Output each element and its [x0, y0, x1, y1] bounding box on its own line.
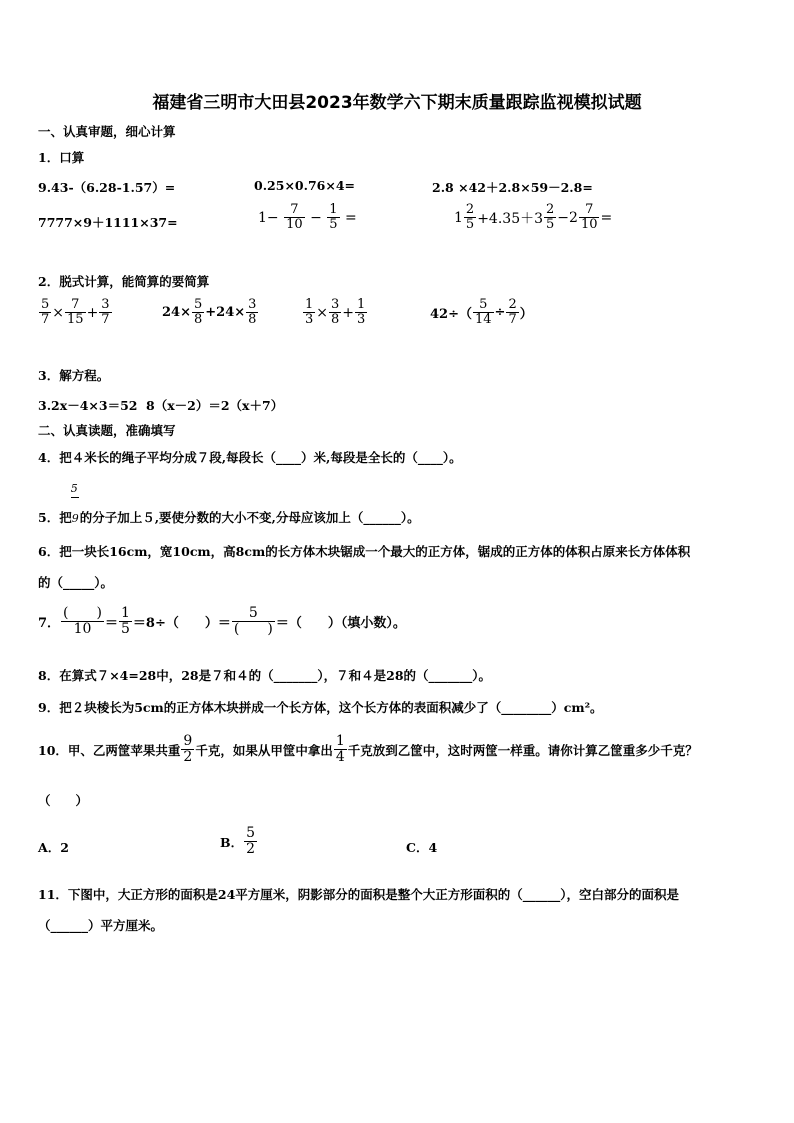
q10-prefix: 10．甲、乙两筐苹果共重 — [38, 742, 181, 758]
denominator: 15 — [67, 312, 84, 328]
question-9: 9．把２块棱长为5cm的正方体木块拼成一个长方体，这个长方体的表面积减少了（________）cm²。 — [38, 700, 603, 715]
question-11-line-2: （______）平方厘米。 — [38, 918, 164, 933]
q7-suffix: ＝（ ）（填小数）。 — [275, 616, 406, 632]
fraction — [65, 298, 86, 328]
question-6-line-1: 6．把一块长16cm，宽10cm，高8cm的长方体木块锯成一个最大的正方体，锯成的正方体的体积占原来长方体体积 — [38, 544, 691, 559]
denominator: 5 — [329, 217, 338, 233]
numerator: 2 — [465, 202, 475, 217]
q3-equation-1: 3.2x－4×3＝52 — [38, 398, 138, 413]
numerator: 5 — [41, 297, 50, 312]
fraction — [329, 298, 341, 328]
denominator: 7 — [41, 312, 50, 328]
denominator: 5 — [121, 621, 130, 638]
question-5 — [38, 482, 420, 526]
numerator-blank: ( ) — [63, 605, 102, 621]
fraction — [544, 203, 556, 233]
q3-label: 3．解方程。 — [38, 368, 110, 383]
q2-label: 2．脱式计算，能简算的要简算 — [38, 274, 210, 289]
page-title: 福建省三明市大田县2023年数学六下期末质量跟踪监视模拟试题 — [152, 93, 642, 113]
fraction — [473, 298, 494, 328]
numerator: 2 — [508, 297, 517, 312]
q10-option-c[interactable]: C．4 — [406, 840, 438, 855]
question-10 — [38, 734, 698, 766]
denominator: 5 — [465, 217, 475, 233]
fraction — [232, 606, 275, 638]
equals: ＝ — [104, 616, 118, 632]
fraction — [246, 298, 258, 328]
denominator: 10 — [73, 621, 92, 638]
operator: × — [316, 304, 329, 321]
fraction — [464, 203, 476, 233]
numerator: 5 — [473, 298, 494, 313]
numerator: 1 — [305, 297, 314, 312]
equals: = — [600, 209, 613, 226]
numerator: 3 — [248, 297, 257, 312]
denominator: 7 — [508, 312, 517, 328]
fraction — [61, 606, 104, 638]
q2-expr-d — [430, 298, 533, 328]
fraction — [192, 298, 204, 328]
operator: +4.35＋3 — [477, 210, 544, 227]
q7-label: 7． — [38, 616, 61, 632]
fraction — [303, 298, 315, 328]
denominator: 4 — [335, 749, 345, 766]
question-4: 4．把４米长的绳子平均分成７段,每段长（____）米,每段是全长的（____）。 — [38, 450, 462, 465]
question-11-line-1: 11．下图中，大正方形的面积是24平方厘米，阴影部分的面积是整个大正方形面积的（______），空白部分的面积是 — [38, 887, 680, 902]
fraction — [39, 298, 51, 328]
q1-expr-6 — [454, 203, 612, 233]
q1-expr-3: 2.8 ×42＋2.8×59－2.8= — [432, 180, 593, 195]
fraction — [119, 606, 132, 638]
numerator: 7 — [65, 298, 86, 313]
operator: − — [310, 209, 322, 226]
section-heading-2: 二、认真读题，准确填写 — [38, 423, 176, 438]
prefix: 42÷（ — [430, 307, 472, 323]
suffix: ） — [519, 307, 533, 323]
denominator: 8 — [248, 312, 257, 328]
numerator: 5 — [70, 482, 78, 495]
q1-expr-4: 7777×9＋1111×37= — [38, 215, 178, 230]
denominator: 8 — [193, 312, 203, 328]
q1-expr-5-lead: 1− — [258, 209, 279, 226]
denominator: 2 — [246, 841, 255, 858]
numerator: 1 — [121, 605, 130, 621]
numerator: 5 — [232, 606, 275, 622]
fraction — [327, 203, 339, 233]
operator: +24× — [205, 305, 246, 321]
q5-fraction — [70, 482, 80, 525]
denominator: 9 — [71, 512, 79, 525]
denominator: 3 — [357, 312, 366, 328]
option-letter: B． — [220, 834, 244, 850]
numerator: 3 — [331, 297, 340, 312]
prefix: 24× — [162, 305, 191, 321]
fraction — [181, 734, 194, 766]
numerator: 5 — [193, 297, 203, 312]
q2-expr-c — [302, 298, 368, 328]
denominator: 3 — [305, 312, 314, 328]
question-6-line-2: 的（_____）。 — [38, 575, 114, 590]
q10-option-b[interactable] — [220, 826, 258, 858]
q1-label: 1．口算 — [38, 150, 85, 165]
fraction — [334, 734, 347, 766]
q7-middle: ＝8÷（ ）＝ — [132, 616, 231, 632]
fraction — [355, 298, 367, 328]
denominator: 14 — [474, 312, 492, 328]
numerator: 1 — [335, 733, 345, 749]
q3-equation-2: 8（x－2）＝2（x＋7） — [146, 398, 284, 413]
operator: + — [342, 304, 355, 321]
operator: × — [52, 304, 65, 321]
numerator: 3 — [101, 297, 110, 312]
section-heading-1: 一、认真审题，细心计算 — [38, 124, 176, 139]
denominator-blank: ( ) — [233, 621, 273, 638]
fraction-bar — [71, 497, 79, 498]
q10-middle: 千克，如果从甲筐中拿出 — [195, 742, 333, 758]
numerator: 9 — [183, 733, 193, 749]
denominator: 10 — [580, 217, 598, 233]
numerator: 5 — [246, 825, 255, 841]
question-7 — [38, 606, 406, 638]
equals: = — [345, 209, 357, 226]
operator: ÷ — [494, 305, 506, 321]
numerator: 7 — [284, 203, 305, 218]
whole-number: 1 — [454, 209, 463, 226]
fraction — [506, 298, 518, 328]
denominator: 10 — [286, 217, 303, 233]
operator: + — [86, 304, 99, 321]
q10-option-a[interactable]: A．2 — [38, 840, 69, 855]
operator: −2 — [557, 209, 578, 226]
q5-suffix: 的分子加上５,要使分数的大小不变,分母应该加上（______）。 — [79, 510, 420, 525]
fraction — [284, 203, 305, 233]
question-8: 8．在算式７×4=28中，28是７和４的（_______），７和４是28的（_______）。 — [38, 668, 492, 683]
q10-suffix: 千克放到乙筐中，这时两筐一样重。请你计算乙筐重多少千克？ — [347, 742, 698, 758]
numerator: 1 — [357, 297, 366, 312]
q5-prefix: 5．把 — [38, 510, 72, 525]
fraction — [244, 826, 257, 858]
q1-expr-1: 9.43-（6.28-1.57）= — [38, 180, 176, 195]
denominator: 7 — [101, 312, 110, 328]
q2-expr-b — [162, 298, 259, 328]
numerator: 2 — [546, 202, 555, 217]
q1-expr-5 — [258, 203, 357, 233]
denominator: 2 — [183, 749, 193, 766]
numerator: 7 — [579, 203, 600, 218]
q2-expr-a — [38, 298, 113, 328]
numerator: 1 — [329, 202, 338, 217]
q1-expr-2: 0.25×0.76×4= — [254, 178, 356, 193]
q10-answer-blank: （ ） — [38, 793, 89, 808]
denominator: 8 — [331, 312, 340, 328]
fraction — [579, 203, 600, 233]
denominator: 5 — [546, 217, 555, 233]
fraction — [99, 298, 111, 328]
